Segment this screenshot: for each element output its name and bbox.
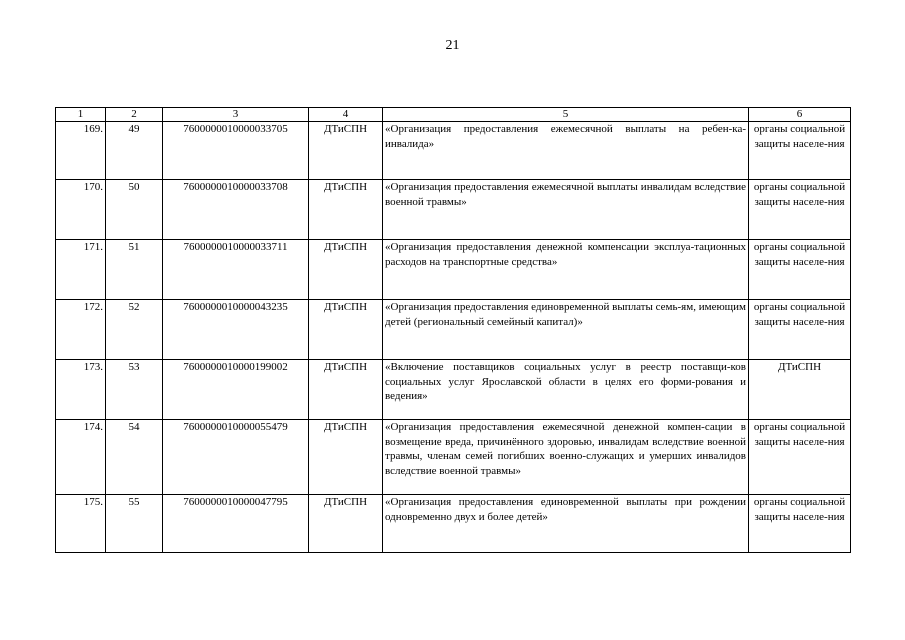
table-row <box>56 360 851 420</box>
service-name: «Организация предоставления единовременной выплаты семь-ям, имеющим детей (региональный семейный капитал)» <box>383 300 749 360</box>
executor: органы социальной защиты населе-ния <box>749 122 851 180</box>
sub-number: 50 <box>106 180 163 240</box>
department: ДТиСПН <box>309 300 383 360</box>
table-row <box>56 495 851 553</box>
sub-number: 55 <box>106 495 163 553</box>
executor: органы социальной защиты населе-ния <box>749 300 851 360</box>
department: ДТиСПН <box>309 360 383 420</box>
registry-code: 7600000010000033705 <box>163 122 309 180</box>
column-header: 6 <box>749 108 851 122</box>
executor: органы социальной защиты населе-ния <box>749 180 851 240</box>
column-header: 5 <box>383 108 749 122</box>
row-number: 174. <box>56 420 106 495</box>
department: ДТиСПН <box>309 495 383 553</box>
column-header: 1 <box>56 108 106 122</box>
table-row <box>56 420 851 495</box>
service-name: «Организация предоставления денежной компенсации эксплуа-тационных расходов на транспортные средства» <box>383 240 749 300</box>
sub-number: 52 <box>106 300 163 360</box>
table-row <box>56 180 851 240</box>
registry-code: 7600000010000033708 <box>163 180 309 240</box>
column-header: 3 <box>163 108 309 122</box>
column-header: 4 <box>309 108 383 122</box>
registry-code: 7600000010000199002 <box>163 360 309 420</box>
department: ДТиСПН <box>309 240 383 300</box>
service-name: «Организация предоставления единовременной выплаты при рождении одновременно двух и более детей» <box>383 495 749 553</box>
table-row <box>56 240 851 300</box>
column-header: 2 <box>106 108 163 122</box>
executor: органы социальной защиты населе-ния <box>749 420 851 495</box>
registry-code: 7600000010000043235 <box>163 300 309 360</box>
executor: ДТиСПН <box>749 360 851 420</box>
row-number: 171. <box>56 240 106 300</box>
sub-number: 49 <box>106 122 163 180</box>
page-number: 21 <box>445 38 460 53</box>
row-number: 175. <box>56 495 106 553</box>
services-table <box>55 107 851 553</box>
sub-number: 53 <box>106 360 163 420</box>
row-number: 173. <box>56 360 106 420</box>
sub-number: 54 <box>106 420 163 495</box>
executor: органы социальной защиты населе-ния <box>749 240 851 300</box>
registry-code: 7600000010000055479 <box>163 420 309 495</box>
row-number: 169. <box>56 122 106 180</box>
service-name: «Организация предоставления ежемесячной выплаты инвалидам вследствие военной травмы» <box>383 180 749 240</box>
executor: органы социальной защиты населе-ния <box>749 495 851 553</box>
table-row <box>56 122 851 180</box>
table-row <box>56 300 851 360</box>
sub-number: 51 <box>106 240 163 300</box>
service-name: «Организация предоставления ежемесячной выплаты на ребен-ка-инвалида» <box>383 122 749 180</box>
service-name: «Организация предоставления ежемесячной денежной компен-сации в возмещение вреда, причинённого здоровью, инвалидам вследствие военной травмы, членам семей погибших военно-служащих и умерших инвалидов вследствие военной травмы» <box>383 420 749 495</box>
table-header-row <box>56 108 851 122</box>
department: ДТиСПН <box>309 180 383 240</box>
department: ДТиСПН <box>309 122 383 180</box>
registry-code: 7600000010000033711 <box>163 240 309 300</box>
row-number: 172. <box>56 300 106 360</box>
row-number: 170. <box>56 180 106 240</box>
registry-code: 7600000010000047795 <box>163 495 309 553</box>
department: ДТиСПН <box>309 420 383 495</box>
service-name: «Включение поставщиков социальных услуг в реестр поставщи-ков социальных услуг Ярославской области в целях его форми-рования и ведения» <box>383 360 749 420</box>
